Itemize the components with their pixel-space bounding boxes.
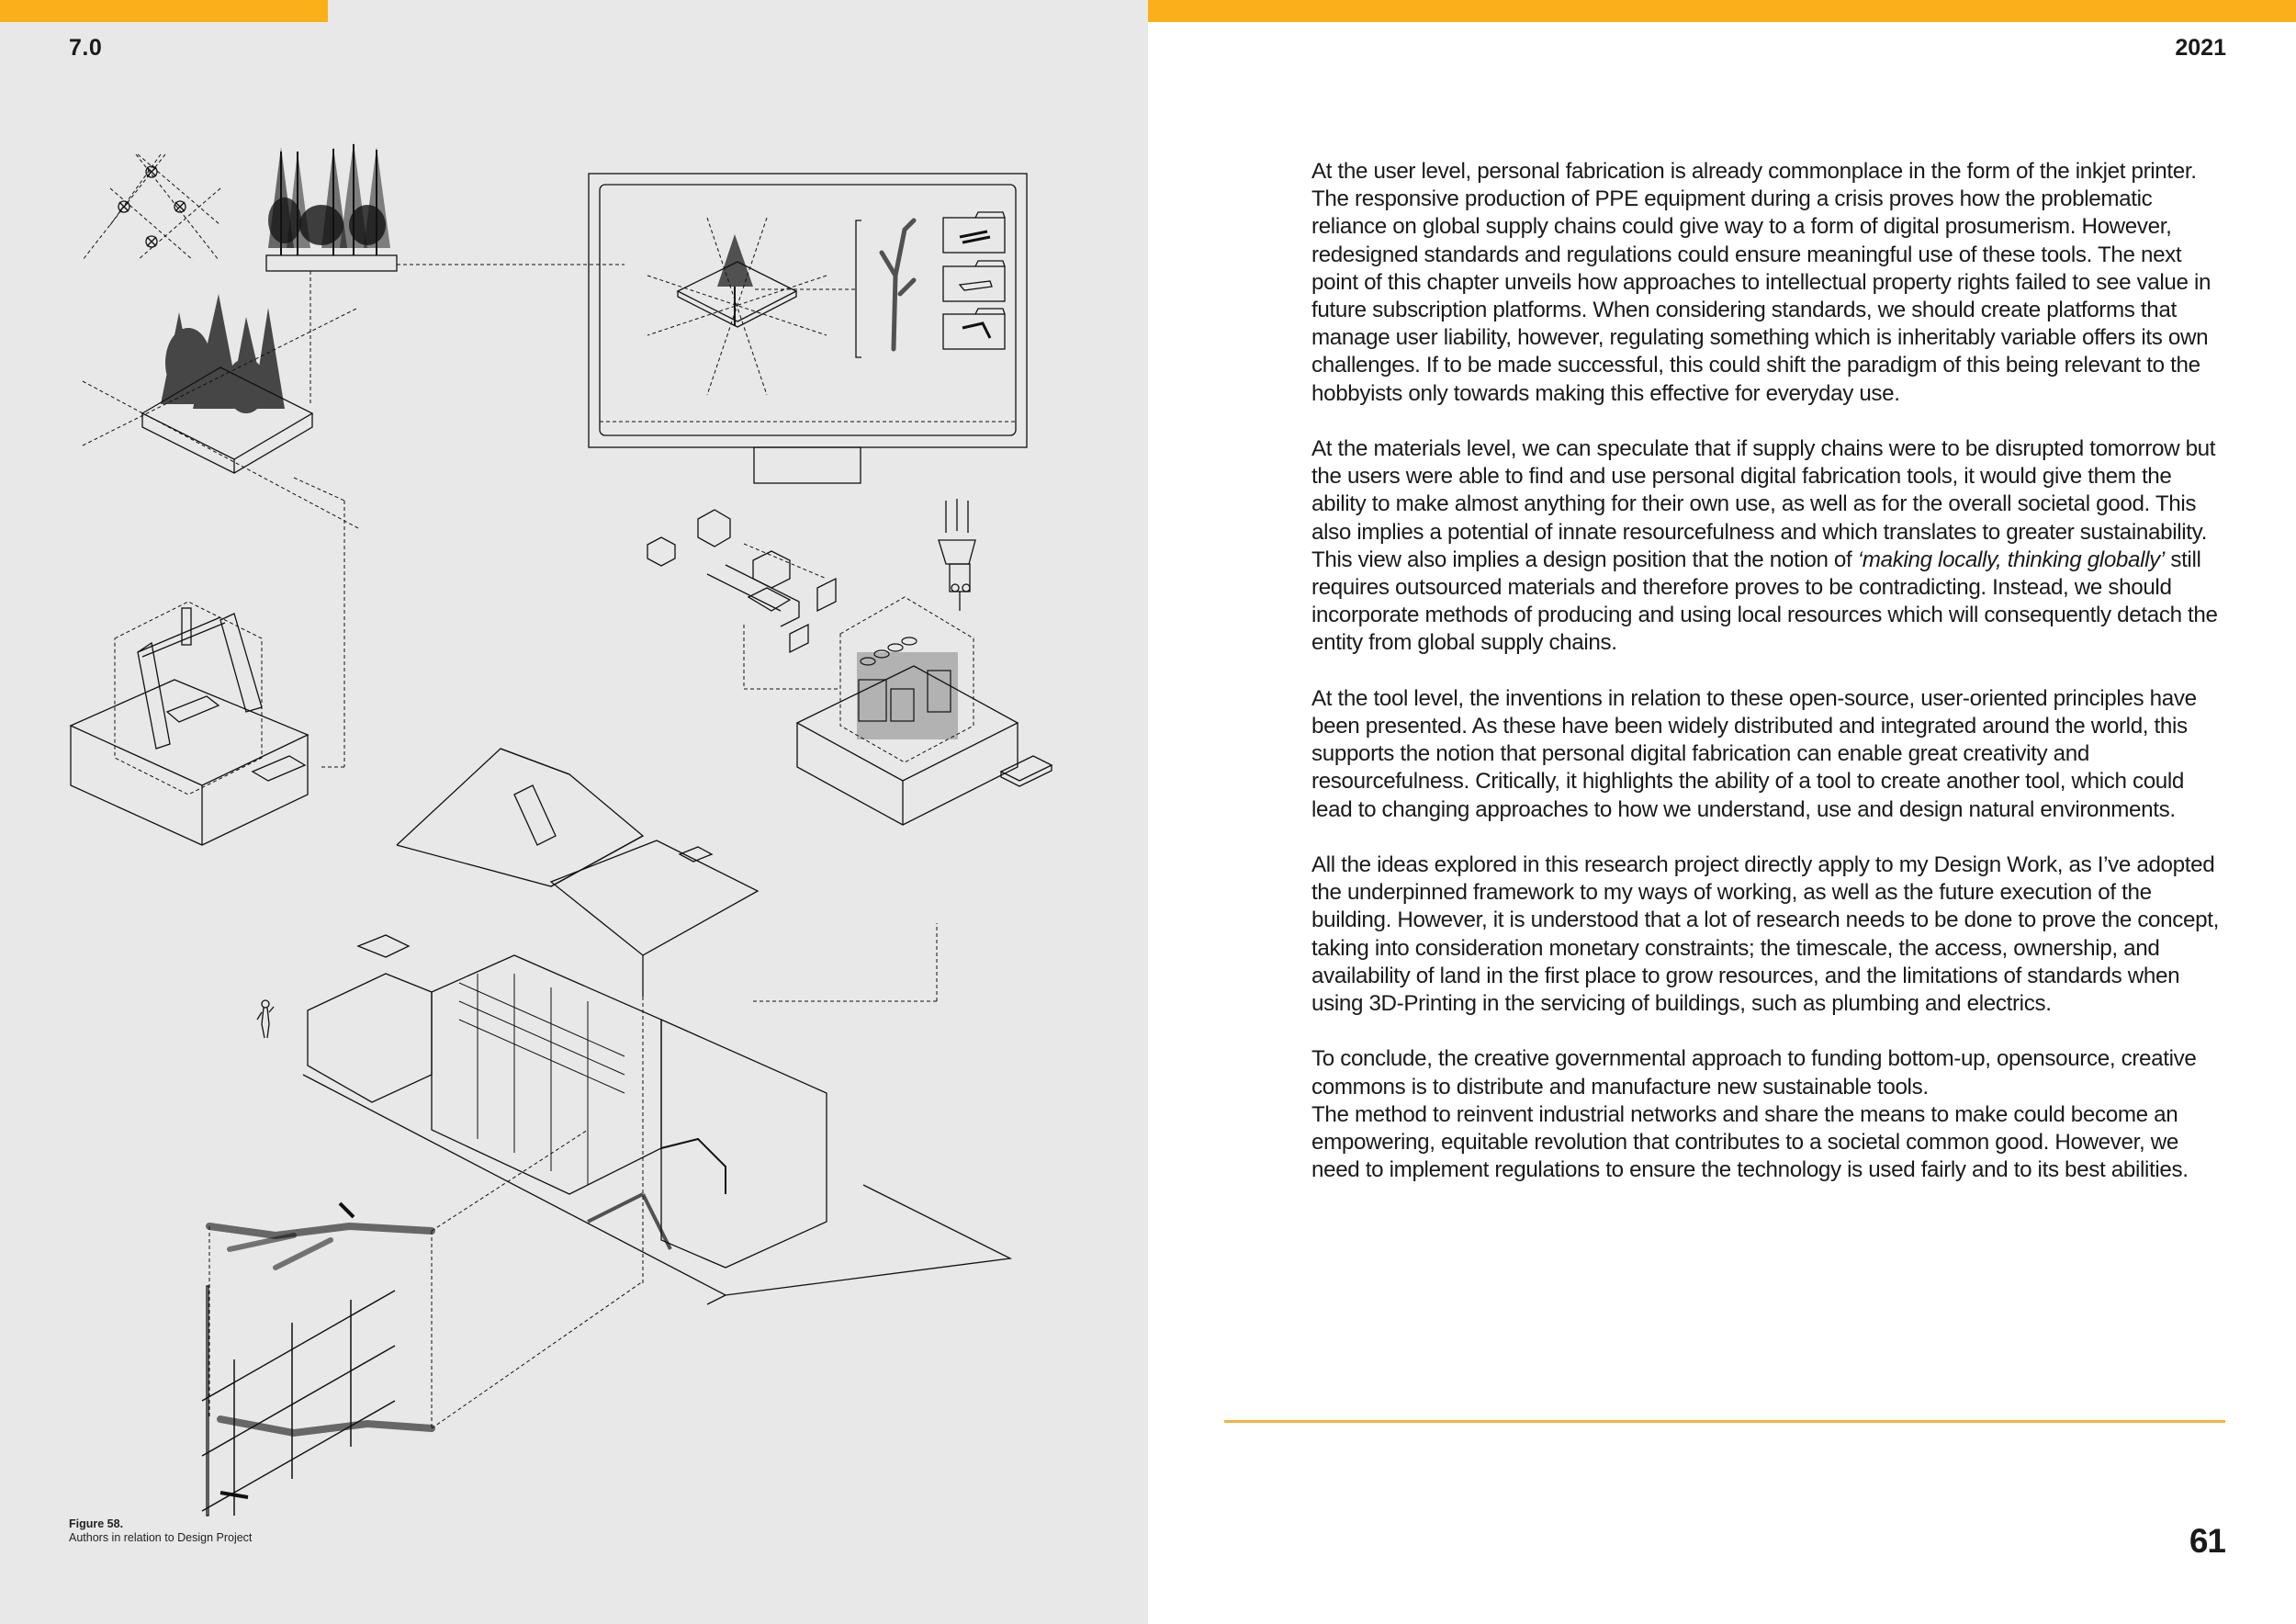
paragraph-tool-level: At the tool level, the inventions in relation to these open-source, user-oriented principles have been presented. As these have been widely distributed and integrated around the world, this supports the notion that personal digital fabrication can enable great creativity and resourcefulness. Critically, it highlights the ability of a tool to create another tool, which could lead to changing approaches to how we understand, use and design natural environments.: [1311, 685, 2197, 822]
year-label: 2021: [2175, 35, 2226, 61]
body-text: [1311, 158, 2230, 1212]
section-number: 7.0: [69, 35, 103, 61]
paragraph-text: To conclude, the creative governmental approach to funding bottom-up, opensource, creative commons is to distribute and manufacture new sustainable tools.: [1311, 1046, 2197, 1100]
forest-section-icon: [266, 142, 625, 404]
cnc-gantry-machine-icon: [71, 602, 308, 845]
figure-description: Authors in relation to Design Project: [69, 1531, 253, 1544]
paragraph-text: still requires outsourced materials and therefore proves to be contradicting. Instead, we should incorporate methods of producing and using local resources which will consequently detach the entity from global supply chains.: [1311, 547, 2218, 656]
3d-printer-unit-icon: [797, 597, 1052, 825]
paragraph-user-level: At the user level, personal fabrication is already commonplace in the form of the inkjet printer. The responsive production of PPE equipment during a crisis proves how the problematic reliance on global supply chains could give way to a form of digital prosumerism. However, redesigned standards and regulations could ensure meaningful use of these tools. The next point of this chapter unveils how approaches to intellectual property rights failed to see value in future subscription platforms. When considering standards, we should create platforms that manage user liability, however, regulating something which is inheritably variable offers its own challenges. If to be made successful, this could shift the paradigm of this being relevant to the hobbyists only towards making this effective for everyday use.: [1311, 159, 2212, 406]
accent-bar-right: [1148, 0, 2296, 22]
person-figure-icon: [257, 1000, 274, 1038]
grid-markers-icon: [83, 154, 220, 260]
divider-line: [1224, 1420, 2225, 1423]
paragraph-materials-level: [1311, 435, 2230, 658]
extruder-parts-icon: [647, 510, 840, 689]
hopper-shredder-icon: [939, 499, 975, 611]
paragraph-conclusion: [1311, 1045, 2230, 1184]
paragraph-text: At the materials level, we can speculate that if supply chains were to be disrupted tomorrow but the users were able to find and use personal digital fabrication tools, it would give them the ability to make almost anything for their own use, as well as for the overall societal good. This also implies a potential of innate resourcefulness and which translates to greater sustainability. This view also implies a design position that the notion of: [1311, 436, 2216, 572]
computer-monitor-icon: [589, 174, 1027, 483]
page-number: 61: [2189, 1522, 2225, 1560]
italic-quote: ‘making locally, thinking globally’: [1857, 547, 2165, 572]
figure-caption: [69, 1517, 252, 1545]
branch-structure-detail-icon: [202, 1130, 643, 1516]
right-page: [1148, 0, 2296, 1624]
exploded-building-axonometric-icon: [303, 749, 1010, 1304]
paragraph-text: The method to reinvent industrial networks and share the means to make could become an empowering, equitable revolution that contributes to a societal common good. However, we need to implement regulations to ensure the technology is used fairly and to its best abilities.: [1311, 1101, 2189, 1183]
figure-label: Figure 58.: [69, 1517, 124, 1530]
paragraph-design-work: All the ideas explored in this research project directly apply to my Design Work, as I’ve adopted the underpinned framework to my ways of working, as well as the future execution of the building. However, it is understood that a lot of research needs to be done to prove the concept, taking into consideration monetary constraints; the timescale, the access, ownership, and availability of land in the first place to grow resources, and the limitations of standards when using 3D-Printing in the servicing of buildings, such as plumbing and electrics.: [1311, 852, 2219, 1017]
forest-plot-icon: [83, 294, 358, 767]
